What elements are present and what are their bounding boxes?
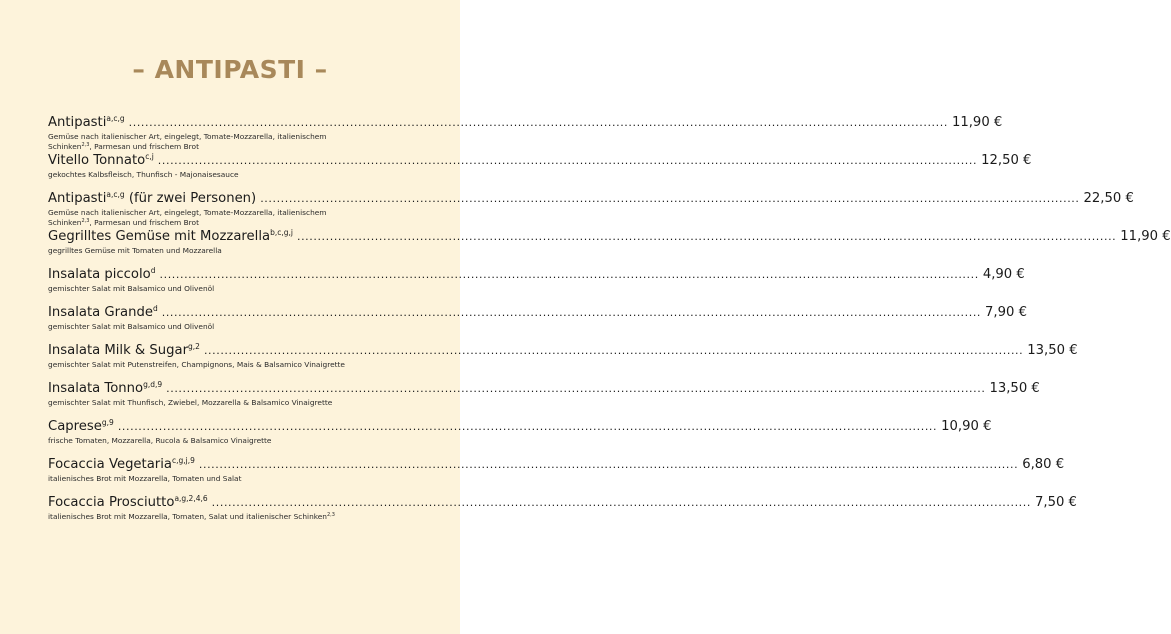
item-price: 22,50 € (1083, 191, 1134, 206)
allergen-codes: a,c,g (106, 114, 125, 123)
menu-item (48, 113, 1003, 151)
allergen-codes: g,d,9 (143, 380, 163, 389)
item-name (48, 189, 256, 208)
item-name (48, 341, 200, 360)
item-name-text: Vitello Tonnato (48, 153, 146, 168)
item-description (48, 436, 378, 446)
item-name (48, 379, 162, 398)
menu-item-row (48, 189, 1134, 208)
menu-item-row (48, 493, 1077, 512)
description-line (48, 132, 378, 142)
menu-item (48, 379, 1040, 417)
item-name-text: Antipasti (48, 115, 107, 130)
item-name-text: Antipasti (48, 191, 107, 206)
item-price: 13,50 € (989, 381, 1040, 396)
description-codes: 2,3 (327, 512, 335, 518)
item-name (48, 455, 195, 474)
item-price: 7,90 € (985, 305, 1027, 320)
description-line (48, 322, 378, 332)
description-line (48, 474, 378, 484)
item-description (48, 474, 378, 484)
item-price: 4,90 € (982, 267, 1025, 282)
description-text: Schinken (48, 142, 82, 151)
description-line (48, 360, 378, 370)
item-description (48, 132, 378, 152)
menu-item-row (48, 417, 992, 436)
dot-leader: ........................................................................................................................................................................................................ (159, 268, 979, 281)
item-name-text: Gegrilltes Gemüse mit Mozzarella (48, 229, 271, 244)
item-description (48, 398, 378, 408)
item-name-text: Insalata piccolo (48, 267, 151, 282)
item-name-text: Caprese (48, 419, 102, 434)
description-codes: 2,3 (81, 142, 90, 148)
menu-item-row (48, 113, 1003, 132)
dot-leader: ........................................................................................................................................................................................................ (117, 420, 938, 433)
menu-item-row (48, 303, 1027, 322)
item-description (48, 284, 378, 294)
item-price: 7,50 € (1034, 495, 1077, 510)
item-description (48, 170, 378, 180)
item-name (48, 417, 114, 436)
allergen-codes: d (150, 266, 156, 275)
section-title: – ANTIPASTI – (132, 55, 328, 84)
item-price: 11,90 € (1120, 229, 1171, 244)
item-price: 12,50 € (981, 153, 1032, 168)
dot-leader: ........................................................................................................................................................................................................ (166, 382, 986, 395)
item-name (48, 303, 158, 322)
item-price: 6,80 € (1022, 457, 1065, 472)
item-name-text: Insalata Tonno (48, 381, 144, 396)
dot-leader: ........................................................................................................................................................................................................ (128, 116, 948, 129)
item-name (48, 493, 208, 512)
item-name (48, 151, 154, 170)
allergen-codes: b,c,g,j (270, 228, 293, 237)
menu-item (48, 341, 1078, 379)
allergen-codes: g,9 (101, 418, 114, 427)
dot-leader: ........................................................................................................................................................................................................ (260, 192, 1080, 205)
description-line (48, 398, 378, 408)
description-line (48, 436, 378, 446)
description-text-tail: , Parmesan und frischem Brot (89, 142, 199, 151)
menu-item-row (48, 151, 1032, 170)
dot-leader: ........................................................................................................................................................................................................ (157, 154, 978, 167)
dot-leader: ........................................................................................................................................................................................................ (203, 344, 1024, 357)
menu-list (48, 113, 1171, 531)
dot-leader: ........................................................................................................................................................................................................ (296, 230, 1117, 243)
menu-item (48, 151, 1032, 189)
description-text: gemischter Salat mit Balsamico und Olivenöl (48, 322, 215, 331)
description-text: Gemüse nach italienischer Art, eingelegt, Tomate-Mozzarella, italienischem (48, 132, 327, 141)
dot-leader: ........................................................................................................................................................................................................ (198, 458, 1019, 471)
menu-item-row (48, 455, 1065, 474)
menu-item-row (48, 341, 1078, 360)
menu-item (48, 227, 1171, 265)
description-text: italienisches Brot mit Mozzarella, Tomaten und Salat (48, 474, 242, 483)
description-text: gegrilltes Gemüse mit Tomaten und Mozzarella (48, 246, 222, 255)
description-text: gemischter Salat mit Putenstreifen, Champignons, Mais & Balsamico Vinaigrette (48, 360, 345, 369)
item-name-text: Insalata Milk & Sugar (48, 343, 189, 358)
menu-item (48, 189, 1134, 227)
item-description (48, 208, 378, 228)
description-line (48, 284, 378, 294)
item-description (48, 360, 378, 370)
description-text: gemischter Salat mit Thunfisch, Zwiebel, Mozzarella & Balsamico Vinaigrette (48, 398, 333, 407)
item-name (48, 227, 293, 246)
description-line (48, 246, 378, 256)
allergen-codes: c,g,j,9 (171, 456, 195, 465)
description-text: gekochtes Kalbsfleisch, Thunfisch - Majonaisesauce (48, 170, 239, 179)
allergen-codes: d (152, 304, 158, 313)
description-text: frische Tomaten, Mozzarella, Rucola & Balsamico Vinaigrette (48, 436, 272, 445)
menu-item-row (48, 379, 1040, 398)
item-name-text: Focaccia Vegetaria (48, 457, 172, 472)
description-line (48, 512, 378, 522)
item-name (48, 113, 125, 132)
item-description (48, 246, 378, 256)
description-line (48, 208, 378, 218)
menu-item (48, 303, 1027, 341)
item-price: 13,50 € (1027, 343, 1078, 358)
description-text: gemischter Salat mit Balsamico und Olivenöl (48, 284, 215, 293)
allergen-codes: a,c,g (106, 190, 125, 199)
item-name-text: Focaccia Prosciutto (48, 495, 175, 510)
item-price: 11,90 € (951, 115, 1003, 130)
allergen-codes: c,j (145, 152, 154, 161)
item-description (48, 322, 378, 332)
dot-leader: ........................................................................................................................................................................................................ (161, 306, 982, 319)
menu-item (48, 265, 1025, 303)
dot-leader: ........................................................................................................................................................................................................ (211, 496, 1031, 509)
description-text: Schinken (48, 218, 82, 227)
item-name-suffix: (für zwei Personen) (124, 191, 257, 206)
item-name-text: Insalata Grande (48, 305, 153, 320)
description-text: italienisches Brot mit Mozzarella, Tomaten, Salat und italienischer Schinken (48, 512, 327, 521)
item-description (48, 512, 378, 522)
menu-item (48, 455, 1065, 493)
menu-item (48, 493, 1077, 531)
description-line (48, 170, 378, 180)
menu-item-row (48, 227, 1171, 246)
menu-item-row (48, 265, 1025, 284)
description-text-tail: , Parmesan und frischem Brot (89, 218, 199, 227)
allergen-codes: a,g,2,4,6 (174, 494, 208, 503)
menu-item (48, 417, 992, 455)
description-codes: 2,3 (81, 218, 90, 224)
item-name (48, 265, 156, 284)
allergen-codes: g,2 (188, 342, 200, 351)
description-text: Gemüse nach italienischer Art, eingelegt, Tomate-Mozzarella, italienischem (48, 208, 327, 217)
item-price: 10,90 € (941, 419, 992, 434)
